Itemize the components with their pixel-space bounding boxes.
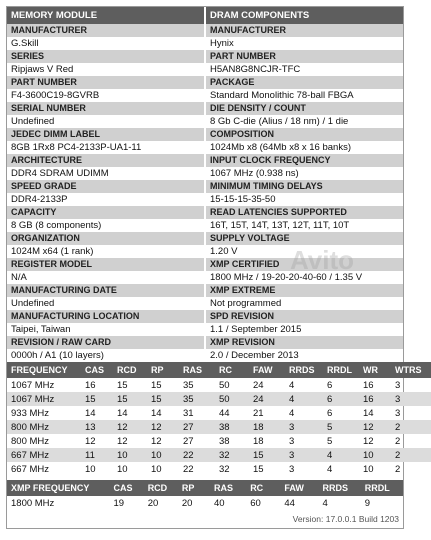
module-field-label: ORGANIZATION [7, 232, 204, 245]
section-headers [7, 7, 403, 24]
table-cell: 10 [117, 463, 128, 475]
table-cell: 10 [85, 463, 96, 475]
spec-columns [7, 24, 403, 362]
version-footer: Version: 17.0.0.1 Build 1203 [292, 514, 399, 524]
table-cell: 16 [85, 379, 96, 391]
table-cell: 14 [363, 407, 374, 419]
table-cell: 50 [219, 379, 230, 391]
table-cell: 12 [85, 435, 96, 447]
timings-column-header: RRDS [285, 362, 323, 378]
table-cell: 4 [289, 379, 295, 391]
table-cell: 12 [359, 420, 391, 434]
table-cell: 18 [249, 420, 285, 434]
module-field [7, 180, 204, 206]
dram-field-value: 1.1 / September 2015 [206, 323, 403, 336]
dram-field-value: Standard Monolithic 78-ball FBGA [206, 89, 403, 102]
dram-field [206, 206, 403, 232]
table-cell: 5 [323, 420, 359, 434]
dram-components-header: DRAM COMPONENTS [204, 7, 403, 24]
watermark-logo: Avito [290, 245, 355, 275]
timings-column-header: RP [147, 362, 179, 378]
module-field-value: Undefined [7, 297, 204, 310]
xmp-table [7, 480, 403, 510]
dram-field-value: 1.20 V [206, 245, 403, 258]
memory-module-column [7, 24, 204, 362]
module-field-label: ARCHITECTURE [7, 154, 204, 167]
table-cell: 18 [253, 435, 264, 447]
table-cell: 32 [215, 448, 249, 462]
table-cell: 21 [253, 407, 264, 419]
table-cell: 1067 MHz [7, 392, 81, 406]
table-cell: 22 [183, 463, 194, 475]
table-cell: 3 [395, 407, 401, 419]
table-cell: 2 [391, 420, 431, 434]
module-field-value: DDR4 SDRAM UDIMM [7, 167, 204, 180]
table-row [7, 406, 431, 420]
dram-field [206, 284, 403, 310]
dram-field-value: 2.0 / December 2013 [206, 349, 403, 362]
table-cell: 31 [183, 407, 194, 419]
module-field [7, 24, 204, 50]
module-field-label: REVISION / RAW CARD [7, 336, 204, 349]
dram-field-label: XMP REVISION [206, 336, 403, 349]
table-cell: 4 [323, 448, 359, 462]
module-field [7, 102, 204, 128]
table-cell: 3 [391, 392, 431, 406]
module-field-label: SPEED GRADE [7, 180, 204, 193]
module-field-value: 8 GB (8 components) [7, 219, 204, 232]
table-cell: 4 [327, 463, 333, 475]
table-cell: 3 [289, 463, 295, 475]
dram-field [206, 24, 403, 50]
table-cell: 3 [395, 379, 401, 391]
table-cell: 4 [285, 392, 323, 406]
table-cell: 14 [151, 407, 162, 419]
dram-field-label: XMP CERTIFIED [206, 258, 403, 271]
dram-field-value: 1067 MHz (0.938 ns) [206, 167, 403, 180]
table-cell: 27 [183, 435, 194, 447]
dram-field [206, 76, 403, 102]
dram-field-value: Not programmed [206, 297, 403, 310]
dram-field-label: COMPOSITION [206, 128, 403, 141]
table-cell: 10 [147, 448, 179, 462]
dram-field-label: PACKAGE [206, 76, 403, 89]
module-field [7, 206, 204, 232]
table-cell: 3 [285, 420, 323, 434]
table-row [7, 462, 431, 476]
table-row [7, 392, 431, 406]
table-cell: 667 MHz [7, 448, 81, 462]
module-field [7, 154, 204, 180]
memory-module-header: MEMORY MODULE [7, 7, 204, 24]
module-field-value: Undefined [7, 115, 204, 128]
table-cell: 10 [151, 463, 162, 475]
dram-field-label: XMP EXTREME [206, 284, 403, 297]
table-cell: 5 [327, 435, 333, 447]
table-cell: 9 [364, 497, 371, 509]
module-field [7, 258, 204, 284]
module-field-value: N/A [7, 271, 204, 284]
table-cell: 14 [85, 407, 96, 419]
table-row [7, 496, 403, 510]
table-cell: 6 [323, 392, 359, 406]
module-field [7, 76, 204, 102]
module-field-label: MANUFACTURING LOCATION [7, 310, 204, 323]
dram-field-label: READ LATENCIES SUPPORTED [206, 206, 403, 219]
xmp-header-row [7, 480, 403, 496]
xmp-column-header: RC [246, 480, 280, 496]
table-cell: 16 [363, 379, 374, 391]
table-cell: 1800 MHz [11, 497, 55, 509]
table-cell: 15 [151, 379, 162, 391]
table-cell: 800 MHz [7, 420, 81, 434]
table-cell: 13 [81, 420, 113, 434]
table-cell: 15 [117, 379, 128, 391]
dram-field-value: 16T, 15T, 14T, 13T, 12T, 11T, 10T [206, 219, 403, 232]
module-field-value: 0000h / A1 (10 layers) [7, 349, 204, 362]
timings-column-header: FREQUENCY [7, 362, 81, 378]
table-row [7, 434, 431, 448]
module-field [7, 128, 204, 154]
dram-field [206, 310, 403, 336]
timings-column-header: WTRS [391, 362, 431, 378]
xmp-column-header: RRDL [361, 480, 403, 496]
dram-field-value: 15-15-15-35-50 [206, 193, 403, 206]
table-cell: 38 [215, 420, 249, 434]
table-cell: 933 MHz [11, 407, 50, 419]
table-cell: 10 [113, 448, 147, 462]
xmp-table-body [7, 496, 403, 510]
spd-info-panel [6, 6, 422, 529]
table-cell: 24 [253, 379, 264, 391]
dram-field [206, 154, 403, 180]
timing-table-body [7, 378, 431, 476]
table-row [7, 378, 431, 392]
dram-field-label: INPUT CLOCK FREQUENCY [206, 154, 403, 167]
table-cell: 6 [327, 379, 333, 391]
timings-column-header: CAS [81, 362, 113, 378]
dram-field [206, 180, 403, 206]
table-cell: 6 [327, 407, 333, 419]
table-cell: 12 [151, 435, 162, 447]
dram-field [206, 128, 403, 154]
table-cell: 12 [363, 435, 374, 447]
xmp-column-header: XMP FREQUENCY [7, 480, 110, 496]
table-cell: 4 [289, 407, 295, 419]
dram-field-value: 1024Mb x8 (64Mb x8 x 16 banks) [206, 141, 403, 154]
table-cell: 2 [395, 463, 401, 475]
dram-field-value: H5AN8G8NCJR-TFC [206, 63, 403, 76]
table-cell: 20 [147, 497, 159, 509]
dram-field-value: Hynix [206, 37, 403, 50]
table-cell: 3 [289, 435, 295, 447]
module-field [7, 336, 204, 362]
table-row [7, 420, 431, 434]
table-cell: 32 [219, 463, 230, 475]
table-cell: 60 [250, 497, 261, 509]
module-field [7, 50, 204, 76]
table-cell: 44 [284, 497, 295, 509]
timings-column-header: WR [359, 362, 391, 378]
table-cell: 16 [359, 392, 391, 406]
module-field-value: DDR4-2133P [7, 193, 204, 206]
table-cell: 800 MHz [11, 435, 50, 447]
dram-field-label: SPD REVISION [206, 310, 403, 323]
xmp-column-header: RRDS [319, 480, 361, 496]
dram-field-value: 8 Gb C-die (Alius / 18 nm) / 1 die [206, 115, 403, 128]
xmp-column-header: CAS [110, 480, 144, 496]
module-field [7, 232, 204, 258]
table-cell: 2 [395, 435, 401, 447]
table-cell: 12 [117, 435, 128, 447]
timings-column-header: RRDL [323, 362, 359, 378]
timing-table [7, 362, 431, 476]
dram-field [206, 258, 403, 284]
timings-column-header: RAS [179, 362, 215, 378]
module-field-label: MANUFACTURER [7, 24, 204, 37]
table-cell: 15 [249, 448, 285, 462]
table-cell: 35 [179, 392, 215, 406]
dram-field-label: PART NUMBER [206, 50, 403, 63]
table-cell: 35 [183, 379, 194, 391]
table-cell: 50 [215, 392, 249, 406]
table-cell: 22 [179, 448, 215, 462]
module-field-value: G.Skill [7, 37, 204, 50]
xmp-column-header: FAW [280, 480, 318, 496]
xmp-column-header: RAS [210, 480, 246, 496]
module-field-label: JEDEC DIMM LABEL [7, 128, 204, 141]
table-cell: 3 [285, 448, 323, 462]
table-cell: 14 [117, 407, 128, 419]
table-cell: 667 MHz [11, 463, 50, 475]
table-cell: 10 [359, 448, 391, 462]
table-cell: 19 [113, 497, 125, 509]
table-cell: 15 [147, 392, 179, 406]
table-cell: 2 [391, 448, 431, 462]
table-cell: 20 [181, 497, 193, 509]
table-cell: 24 [249, 392, 285, 406]
dram-field-label: SUPPLY VOLTAGE [206, 232, 403, 245]
table-cell: 44 [219, 407, 230, 419]
table-cell: 38 [219, 435, 230, 447]
table-cell: 15 [253, 463, 264, 475]
table-cell: 27 [179, 420, 215, 434]
table-cell: 15 [113, 392, 147, 406]
xmp-column-header: RCD [144, 480, 178, 496]
dram-field [206, 232, 403, 258]
timings-column-header: RC [215, 362, 249, 378]
table-cell: 15 [81, 392, 113, 406]
table-row [7, 448, 431, 462]
module-field-value: 1024M x64 (1 rank) [7, 245, 204, 258]
module-field-value: 8GB 1Rx8 PC4-2133P-UA1-11 [7, 141, 204, 154]
dram-field [206, 336, 403, 362]
timings-column-header: FAW [249, 362, 285, 378]
table-cell: 10 [363, 463, 374, 475]
xmp-column-header: RP [178, 480, 210, 496]
dram-field-label: DIE DENSITY / COUNT [206, 102, 403, 115]
module-field-label: SERIES [7, 50, 204, 63]
dram-field-label: MANUFACTURER [206, 24, 403, 37]
dram-field [206, 102, 403, 128]
module-field-label: SERIAL NUMBER [7, 102, 204, 115]
table-cell: 11 [81, 448, 113, 462]
module-field-label: CAPACITY [7, 206, 204, 219]
dram-components-column [204, 24, 403, 362]
dram-field [206, 50, 403, 76]
module-field-value: F4-3600C19-8GVRB [7, 89, 204, 102]
table-cell: 12 [113, 420, 147, 434]
module-field-label: PART NUMBER [7, 76, 204, 89]
module-field [7, 310, 204, 336]
timings-column-header: RCD [113, 362, 147, 378]
module-field-label: MANUFACTURING DATE [7, 284, 204, 297]
module-field-label: REGISTER MODEL [7, 258, 204, 271]
table-cell: 12 [147, 420, 179, 434]
timing-header-row [7, 362, 431, 378]
table-cell: 4 [322, 497, 328, 509]
module-field-value: Taipei, Taiwan [7, 323, 204, 336]
table-cell: 1067 MHz [11, 379, 55, 391]
module-field [7, 284, 204, 310]
table-cell: 40 [214, 497, 225, 509]
dram-field-value: 1800 MHz / 19-20-20-40-60 / 1.35 V [206, 271, 403, 284]
module-field-value: Ripjaws V Red [7, 63, 204, 76]
dram-field-label: MINIMUM TIMING DELAYS [206, 180, 403, 193]
